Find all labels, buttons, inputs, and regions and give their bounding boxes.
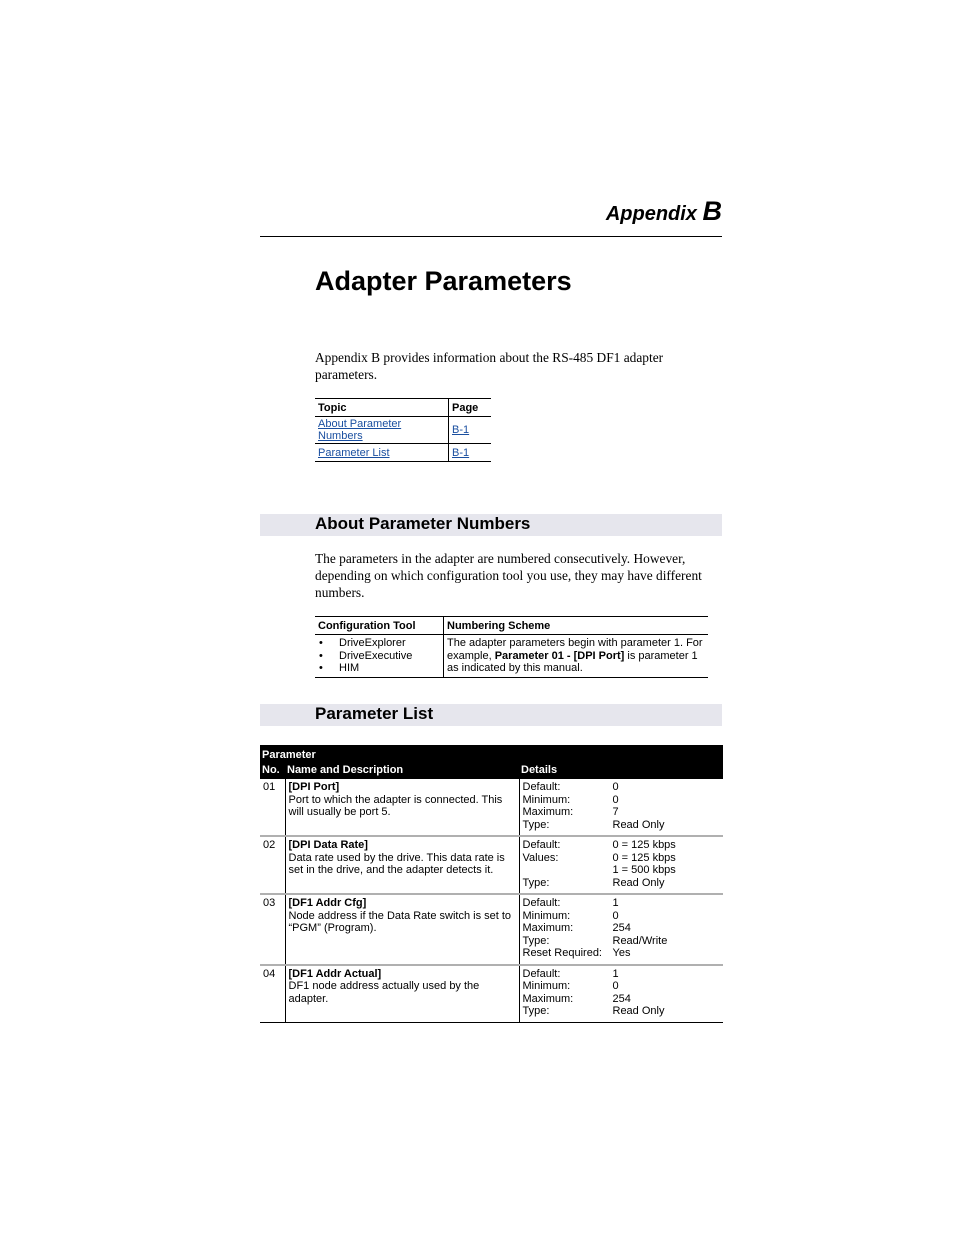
param-description: Node address if the Data Rate switch is set to “PGM” (Program). xyxy=(288,909,512,934)
param-number: 01 xyxy=(260,779,285,836)
param-name: [DF1 Addr Actual] xyxy=(288,967,382,980)
config-tool-header: Configuration Tool xyxy=(315,617,444,635)
param-name: [DPI Data Rate] xyxy=(288,839,368,851)
appendix-heading xyxy=(606,196,722,227)
section-title-about: About Parameter Numbers xyxy=(315,514,531,533)
param-description: Data rate used by the drive. This data rate is set in the drive, and the adapter detects it. xyxy=(288,851,505,876)
list-item: • DriveExplorer xyxy=(318,637,440,650)
param-name: [DF1 Addr Cfg] xyxy=(288,897,367,909)
table-row xyxy=(260,836,723,894)
no-header: No. xyxy=(260,761,285,779)
intro-paragraph: Appendix B provides information about the RS-485 DF1 adapter parameters. xyxy=(315,350,664,382)
param-number: 02 xyxy=(260,836,285,894)
table-row xyxy=(315,444,491,462)
table-row xyxy=(260,965,723,1023)
param-details: Default: 0 Minimum: 0 Maximum: 7 Type: Read Only xyxy=(519,779,723,836)
topic-header: Topic xyxy=(315,399,449,417)
parameter-group-header: Parameter xyxy=(260,745,723,761)
param-details: Default: 1 Minimum: 0 Maximum: 254 Type: Read/Write Reset Required: Yes xyxy=(519,894,723,965)
about-paragraph: The parameters in the adapter are numbered consecutively. However, depending on which configuration tool you use, they may have different numbers. xyxy=(315,551,702,600)
page-header: Page xyxy=(449,399,492,417)
parameter-table xyxy=(260,745,723,1023)
section-title-parameter-list: Parameter List xyxy=(315,704,434,723)
page-link-parameter-list[interactable]: B-1 xyxy=(452,446,470,459)
param-number: 03 xyxy=(260,894,285,965)
table-row xyxy=(315,635,708,678)
header-rule xyxy=(260,236,722,237)
topic-link-parameter-list[interactable]: Parameter List xyxy=(318,446,390,459)
param-name: [DPI Port] xyxy=(288,781,340,793)
table-row xyxy=(260,779,723,836)
list-item: • HIM xyxy=(318,662,440,675)
table-row xyxy=(260,894,723,965)
param-description: DF1 node address actually used by the adapter. xyxy=(288,980,480,1005)
appendix-letter: B xyxy=(702,196,722,226)
numbering-scheme-cell: The adapter parameters begin with parameter 1. For example, Parameter 01 - [DPI Port] is parameter 1 as indicated by this manual. xyxy=(444,635,709,678)
appendix-word: Appendix xyxy=(605,203,697,225)
page-link-about[interactable]: B-1 xyxy=(452,424,470,436)
list-item: • DriveExecutive xyxy=(318,650,440,663)
topic-link-about[interactable]: About Parameter Numbers xyxy=(318,418,402,442)
numbering-scheme-header: Numbering Scheme xyxy=(444,617,709,635)
param-details: Default: 0 = 125 kbps Values: 0 = 125 kbps 1 = 500 kbps Type: Read Only xyxy=(519,836,723,894)
details-header: Details xyxy=(519,761,723,779)
param-details: Default: 1 Minimum: 0 Maximum: 254 Type: Read Only xyxy=(519,965,723,1023)
table-row xyxy=(315,417,491,444)
name-description-header: Name and Description xyxy=(285,761,519,779)
config-table xyxy=(315,616,708,678)
param-description: Port to which the adapter is connected. This will usually be port 5. xyxy=(288,793,503,818)
page-title: Adapter Parameters xyxy=(315,266,572,296)
param-number: 04 xyxy=(260,965,285,1023)
topic-table xyxy=(315,398,491,462)
tool-list xyxy=(318,637,440,675)
